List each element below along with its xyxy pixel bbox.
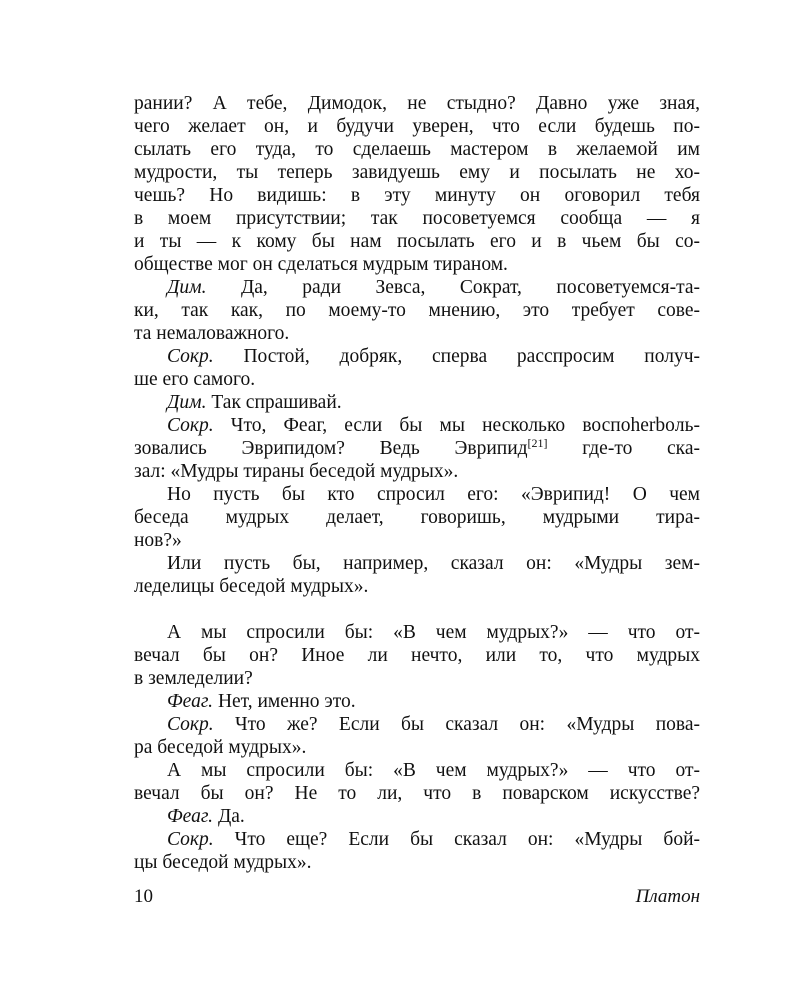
text-line: зал: «Мудры тираны беседой мудрых». xyxy=(134,461,459,482)
text-line: и ты — к кому бы нам посылать его и в чьем бы со- xyxy=(134,231,700,252)
speech-text: Так спрашивай. xyxy=(206,392,342,413)
dialogue-line xyxy=(134,276,700,299)
page-footer xyxy=(134,886,700,912)
speaker-name: Сокр. xyxy=(167,829,214,850)
speech-text: Да. xyxy=(213,806,245,827)
text-line: нов?» xyxy=(134,530,182,551)
text-line: Но пусть бы кто спросил его: «Эврипид! О чем xyxy=(167,484,700,505)
text-segment: зовались Эврипидом? Ведь Эврипид xyxy=(134,438,528,459)
text-line: чешь? Но видишь: в эту минуту он оговорил тебя xyxy=(134,185,700,206)
dialogue-line xyxy=(134,805,700,828)
running-title: Платон xyxy=(635,886,700,907)
text-line: Или пусть бы, например, сказал он: «Мудры зем- xyxy=(167,553,700,574)
text-line: вечал бы он? Не то ли, что в поварском искусстве? xyxy=(134,783,700,804)
text-segment: где-то ска- xyxy=(547,438,700,459)
text-line: А мы спросили бы: «В чем мудрых?» — что от- xyxy=(167,760,700,781)
text-line: ше его самого. xyxy=(134,369,256,390)
speaker-name: Дим. xyxy=(167,277,207,298)
dialogue-line xyxy=(134,414,700,437)
text-line: беседа мудрых делает, говоришь, мудрыми тира- xyxy=(134,507,700,528)
dialogue-line xyxy=(134,391,700,414)
speaker-name: Феаг. xyxy=(167,691,214,712)
text-line: вечал бы он? Иное ли нечто, или то, что мудрых xyxy=(134,645,700,666)
text-line: ра беседой мудрых». xyxy=(134,737,307,758)
text-line: А мы спросили бы: «В чем мудрых?» — что от- xyxy=(167,622,700,643)
speaker-name: Сокр. xyxy=(167,346,214,367)
text-line: обществе мог он сделаться мудрым тираном. xyxy=(134,254,508,275)
text-line: рании? А тебе, Димодок, не стыдно? Давно уже зная, xyxy=(134,93,700,114)
speaker-name: Сокр. xyxy=(167,714,214,735)
dialogue-line xyxy=(134,713,700,736)
speaker-name: Дим. xyxy=(167,392,207,413)
speech-text: Что, Феаг, если бы мы несколько воспоherboль- xyxy=(213,415,700,436)
text-line: чего желает он, и будучи уверен, что если будешь по- xyxy=(134,116,700,137)
speech-text: Да, ради Зевса, Сократ, посоветуемся-та- xyxy=(206,277,700,298)
speaker-name: Сокр. xyxy=(167,415,214,436)
speech-text: Что еще? Если бы сказал он: «Мудры бой- xyxy=(213,829,700,850)
text-line: ки, так как, по моему-то мнению, это требует сове- xyxy=(134,300,700,321)
blank-line xyxy=(134,598,700,621)
text-line: в земледелии? xyxy=(134,668,253,689)
footnote-reference[interactable]: [21] xyxy=(527,437,548,450)
dialogue-line xyxy=(134,828,700,851)
speech-text: Нет, именно это. xyxy=(213,691,356,712)
speech-text: Постой, добряк, сперва расспросим получ- xyxy=(213,346,700,367)
text-line: леделицы беседой мудрых». xyxy=(134,576,369,597)
text-line: в моем присутствии; так посоветуемся сообща — я xyxy=(134,208,700,229)
speaker-name: Феаг. xyxy=(167,806,214,827)
text-line xyxy=(134,437,700,460)
text-line: мудрости, ты теперь завидуешь ему и посылать не хо- xyxy=(134,162,700,183)
text-line: цы беседой мудрых». xyxy=(134,852,312,873)
speech-text: Что же? Если бы сказал он: «Мудры пова- xyxy=(213,714,700,735)
text-line: сылать его туда, то сделаешь мастером в желаемой им xyxy=(134,139,700,160)
page-number: 10 xyxy=(134,886,153,907)
dialogue-line xyxy=(134,690,700,713)
page-body xyxy=(134,92,700,874)
text-line: та немаловажного. xyxy=(134,323,290,344)
dialogue-line xyxy=(134,345,700,368)
